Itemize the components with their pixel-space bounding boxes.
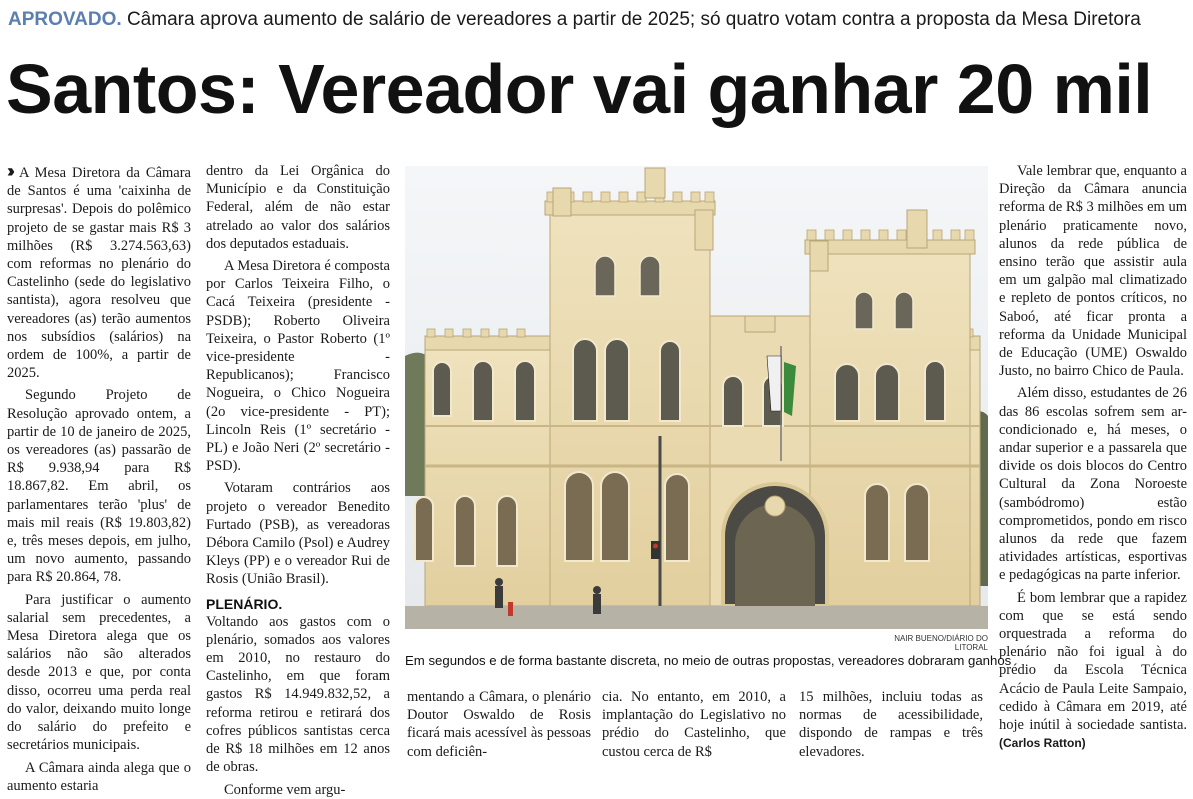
col1-paragraph-4: A Câmara ainda alega que o aumento estaria: [7, 759, 191, 794]
photo-credit: NAIR BUENO/DIÁRIO DO LITORAL: [894, 634, 988, 652]
photo-caption: Em segundos e de forma bastante discreta, no meio de outras propostas, vereadores dobraram ganhos: [405, 653, 1012, 668]
subhead-plenario: PLENÁRIO.: [206, 595, 283, 612]
col6-paragraph-1: Vale lembrar que, enquanto a Direção da Câmara anuncia reforma de R$ 3 milhões em um plenário praticamente novo, alunos da rede pública de ensino terão que assistir aula em um galpão mal climatizado e repleto de pontos críticos, no Saboó, até ficar pronta a reforma da Unidade Municipal de Educação (UME) Oswaldo Justo, no bairro Chico de Paula.: [999, 163, 1187, 380]
col3-text: mentando a Câmara, o plenário Doutor Oswaldo de Rosis ficará mais acessível às pessoas com deficiên-: [407, 689, 591, 760]
headline: Santos: Vereador vai ganhar 20 mil: [6, 50, 1153, 128]
col2-paragraph-4: Voltando aos gastos com o plenário, somados aos valores em 2010, no restauro do Castelinho, em que foram gastos R$ 14.949.832,52, a reforma retirou e retirará dos cofres públicos santistas cerca de R$ 18 milhões em 12 anos de obras.: [206, 613, 390, 776]
chevron-right-icon: ››: [7, 161, 11, 181]
col6-paragraph-2: Além disso, estudantes de 26 das 86 escolas sofrem sem ar-condicionado e, há meses, o andar superior e a passarela que divide os dois blocos do Centro Cultural da Zona Noroeste (sambódromo) estão comprometidos, pondo em risco alunos da rede que fazem atividades artísticas, esportivas e pedagógicas na parte inferior.: [999, 385, 1187, 584]
column-2: [206, 162, 390, 798]
col2-paragraph-2: A Mesa Diretora é composta por Carlos Teixeira Filho, o Cacá Teixeira (presidente - PSDB); Roberto Oliveira Teixeira, o Pastor Roberto (1º vice-presidente - Republicanos); Francisco Nogueira, o Chico Nogueira (2o vice-presidente - PT); Lincoln Reis (1º secretário - PL) e João Neri (2º secretário - PSD).: [206, 258, 390, 475]
col1-paragraph-2: Segundo Projeto de Resolução aprovado ontem, a partir de 10 de janeiro de 2025, os vereadores (as) passarão de R$ 9.938,94 para R$ 18.867,82. Em abril, os parlamentares terão 'plus' de mais mil reais (R$ 19.803,82) e, três meses depois, em julho, um novo aumento, passando para R$ 20.864, 78.: [7, 387, 191, 586]
col6-paragraph-3: É bom lembrar que a rapidez com que se está sendo orquestrada a reforma do plenário não foi igual à do prédio da Escola Técnica Acácio de Paula Leite Sampaio, cedido à Câmara em 2019, até hoje inútil à sociedade santista.: [999, 589, 1187, 734]
column-6: [999, 162, 1187, 776]
col1-paragraph-3: Para justificar o aumento salarial sem precedentes, a Mesa Diretora alega que os salários não são alterados desde 2013 e que, por conta disso, ocorreu uma perda real do valor, deixando muito longe do salário do prefeito e secretários municipais.: [7, 591, 191, 754]
column-5: [799, 688, 983, 776]
kicker-text: Câmara aprova aumento de salário de vereadores a partir de 2025; só quatro votam contra a proposta da Mesa Diretora: [126, 9, 1141, 30]
castelinho-photo: [405, 166, 988, 629]
column-3: [407, 688, 591, 776]
col1-paragraph-1: A Mesa Diretora da Câmara de Santos é uma 'caixinha de surpresas'. Depois do polêmico projeto de se gastar mais R$ 3 milhões (R$ 3.274.563,63) com reformas no plenário do Castelinho (sede do legislativo santista), agora resolveu que vereadores (as) terão aumentos nos subsídios (salários) na ordem de 100%, a partir de 2025.: [7, 165, 191, 382]
col5-text: 15 milhões, incluiu todas as normas de acessibilidade, dispondo de rampas e três elevadores.: [799, 689, 983, 760]
kicker-tag: APROVADO.: [8, 9, 122, 30]
author-credit: (Carlos Ratton): [999, 736, 1086, 751]
column-4: [602, 688, 786, 776]
column-1: [7, 161, 191, 794]
col2-paragraph-3: Votaram contrários aos projeto o vereador Benedito Furtado (PSB), as vereadoras Débora Camilo (Psol) e Audrey Kleys (PP) e o vereador Rui de Rosis (União Brasil).: [206, 480, 390, 588]
col4-text: cia. No entanto, em 2010, a implantação do Legislativo no prédio do Castelinho, que custou cerca de R$: [602, 689, 786, 760]
col2-paragraph-5: Conforme vem argu-: [224, 781, 346, 798]
kicker: [8, 6, 1188, 34]
col2-paragraph-1: dentro da Lei Orgânica do Município e da Constituição Federal, além de não estar atrelado ao valor dos salários dos deputados estaduais.: [206, 163, 390, 252]
